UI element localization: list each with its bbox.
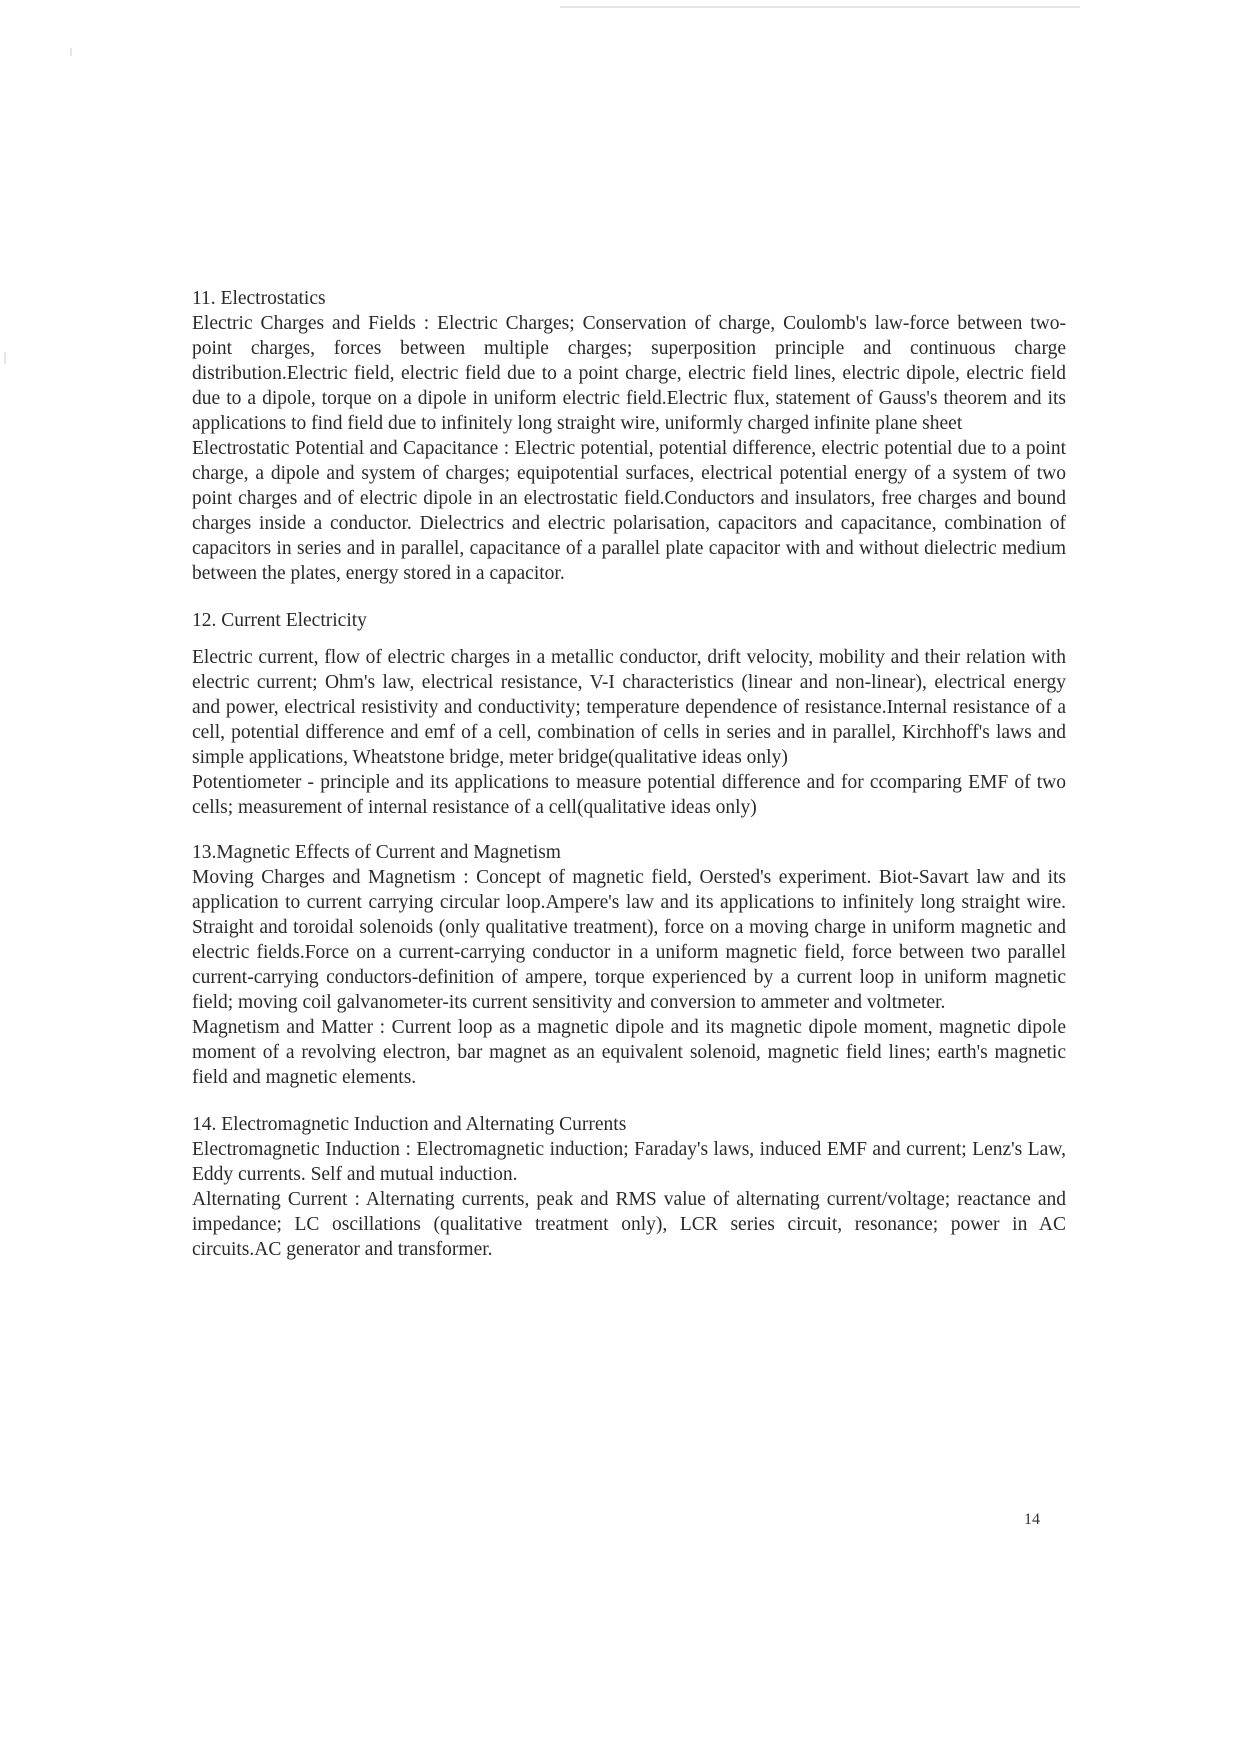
paragraph: Moving Charges and Magnetism : Concept of magnetic field, Oersted's experiment. Biot-Savart law and its application to current carrying circular loop.Ampere's law and its applications to infinitely long straight wire. Straight and toroidal solenoids (only qualitative treatment), force on a moving charge in uniform magnetic and electric fields.Force on a current-carrying conductor in a uniform magnetic field, force between two parallel current-carrying conductors-definition of ampere, torque experienced by a current loop in uniform magnetic field; moving coil galvanometer-its current sensitivity and conversion to ammeter and voltmeter. xyxy=(192,867,1066,1013)
paragraph: Electric current, flow of electric charges in a metallic conductor, drift velocity, mobility and their relation with electric current; Ohm's law, electrical resistance, V-I characteristics (linear and non-linear), electrical energy and power, electrical resistivity and conductivity; temperature dependence of resistance.Internal resistance of a cell, potential difference and emf of a cell, combination of cells in series and in parallel, Kirchhoff's laws and simple applications, Wheatstone bridge, meter bridge(qualitative ideas only) xyxy=(192,647,1066,768)
section-heading: 14. Electromagnetic Induction and Alternating Currents xyxy=(192,1114,627,1135)
document-body xyxy=(192,286,1066,1262)
scan-artifact xyxy=(560,6,1080,8)
section-electromagnetic-induction xyxy=(192,1112,1066,1262)
scan-artifact xyxy=(70,48,72,56)
paragraph: Electrostatic Potential and Capacitance : Electric potential, potential difference, electric potential due to a point charge, a dipole and system of charges; equipotential surfaces, electrical potential energy of a system of two point charges and of electric dipole in an electrostatic field.Conductors and insulators, free charges and bound charges inside a conductor. Dielectrics and electric polarisation, capacitors and capacitance, combination of capacitors in series and in parallel, capacitance of a parallel plate capacitor with and without dielectric medium between the plates, energy stored in a capacitor. xyxy=(192,438,1066,584)
page-number: 14 xyxy=(1024,1511,1040,1528)
section-electrostatics xyxy=(192,286,1066,586)
paragraph: Magnetism and Matter : Current loop as a magnetic dipole and its magnetic dipole moment, magnetic dipole moment of a revolving electron, bar magnet as an equivalent solenoid, magnetic field lines; earth's magnetic field and magnetic elements. xyxy=(192,1017,1066,1088)
section-heading: 11. Electrostatics xyxy=(192,288,326,309)
paragraph: Alternating Current : Alternating currents, peak and RMS value of alternating current/voltage; reactance and impedance; LC oscillations (qualitative treatment only), LCR series circuit, resonance; power in AC circuits.AC generator and transformer. xyxy=(192,1189,1066,1260)
scan-artifact xyxy=(4,352,6,364)
section-magnetic-effects xyxy=(192,840,1066,1090)
paragraph: Electric Charges and Fields : Electric Charges; Conservation of charge, Coulomb's law-force between two-point charges, forces between multiple charges; superposition principle and continuous charge distribution.Electric field, electric field due to a point charge, electric field lines, electric dipole, electric field due to a dipole, torque on a dipole in uniform electric field.Electric flux, statement of Gauss's theorem and its applications to find field due to infinitely long straight wire, uniformly charged infinite plane sheet xyxy=(192,313,1066,434)
section-heading: 12. Current Electricity xyxy=(192,610,367,631)
section-current-electricity xyxy=(192,608,1066,820)
paragraph: Electromagnetic Induction : Electromagnetic induction; Faraday's laws, induced EMF and current; Lenz's Law, Eddy currents. Self and mutual induction. xyxy=(192,1139,1066,1185)
paragraph: Potentiometer - principle and its applications to measure potential difference and for ccomparing EMF of two cells; measurement of internal resistance of a cell(qualitative ideas only) xyxy=(192,772,1066,818)
section-heading: 13.Magnetic Effects of Current and Magnetism xyxy=(192,842,561,863)
